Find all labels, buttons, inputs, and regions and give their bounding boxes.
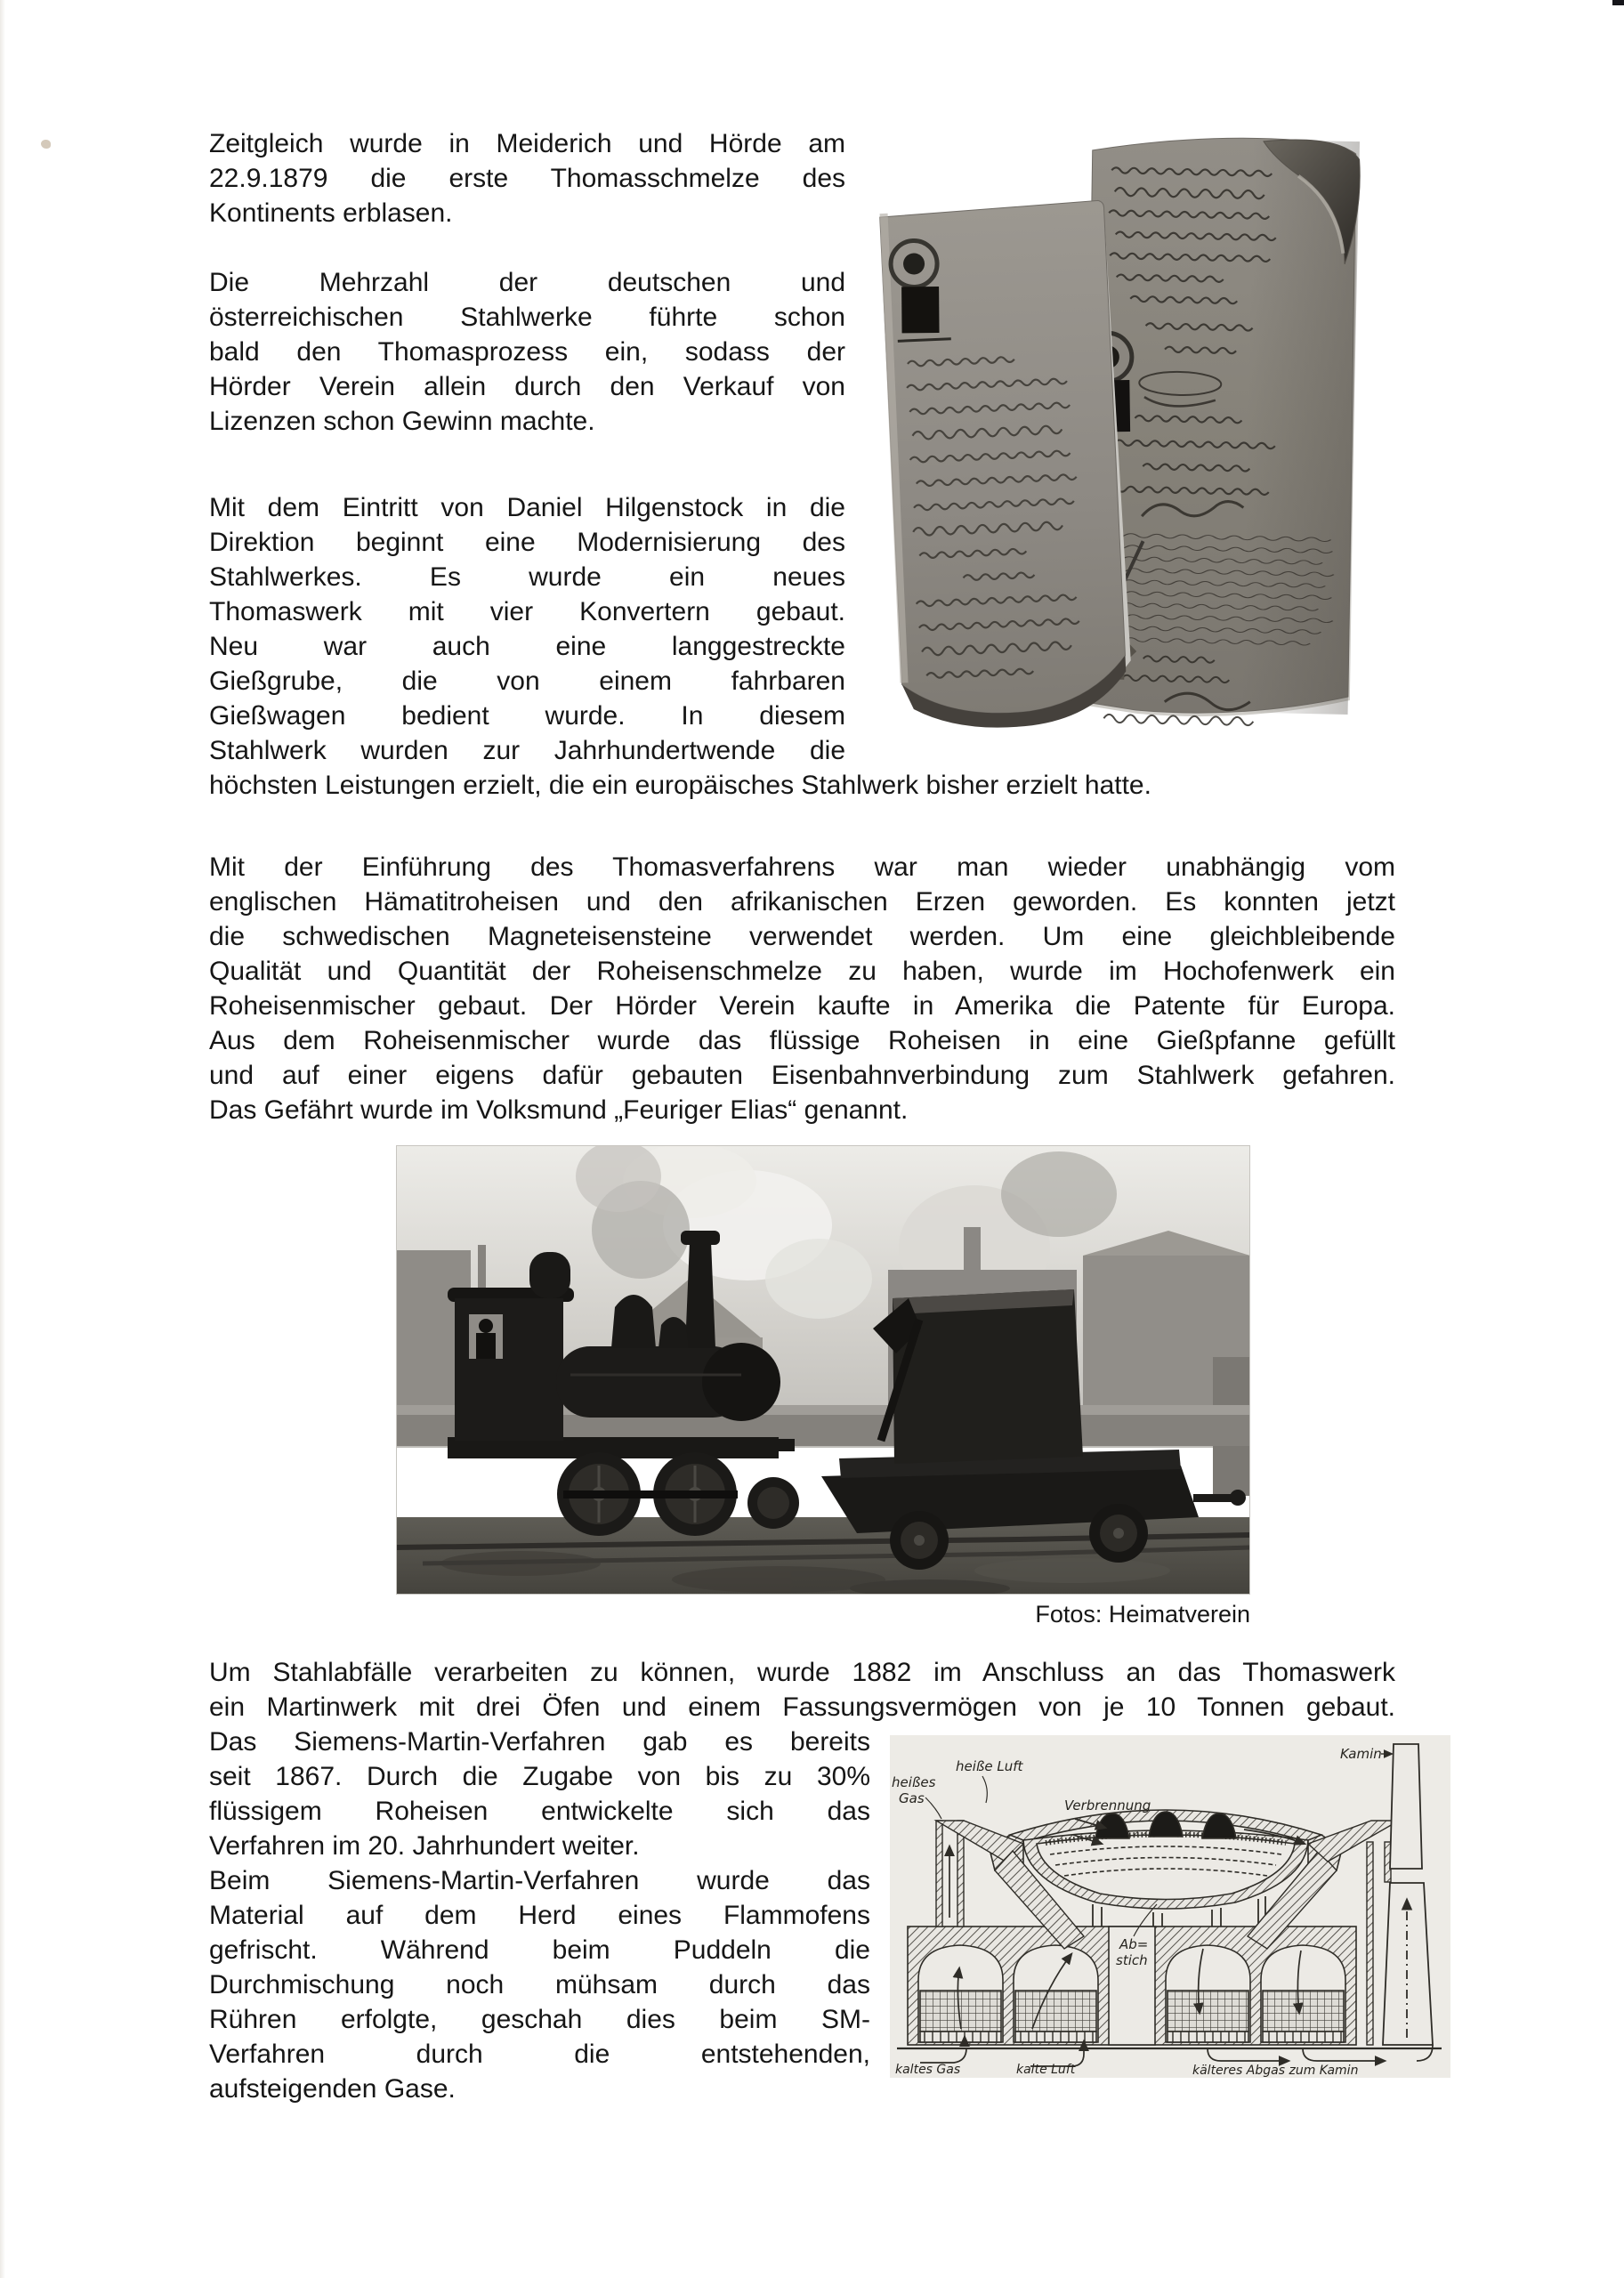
handwritten-contract-illustration <box>877 126 1375 740</box>
label-combustion: Verbrennung <box>1064 1797 1151 1814</box>
paragraph-martinwerk-intro: Um Stahlabfälle verarbeiten zu können, wurde 1882 im Anschluss an das Thomaswerk ein Martinwerk mit drei Öfen und einem Fassungsvermögen von je 10 Tonnen gebaut. <box>209 1658 1395 1722</box>
paragraph-thomasschmelze: Zeitgleich wurde in Meiderich und Hörde am 22.9.1879 die erste Thomasschmelze des Kontinents erblasen. <box>209 129 845 228</box>
siemens-martin-furnace-diagram <box>890 1735 1450 2078</box>
historic-document-photo <box>877 126 1395 749</box>
label-cold-air: kalte Luft <box>1016 2063 1076 2077</box>
furnace-cross-section-drawing <box>890 1735 1450 2078</box>
label-chimney: Kamin <box>1340 1746 1382 1762</box>
paragraph-hilgenstock: Mit dem Eintritt von Daniel Hilgenstock in die Direktion beginnt eine Modernisierung des Stahlwerkes. Es wurde ein neues Thomaswerk mit vier Konvertern gebaut. Neu war auch eine langgestreckte Gießgrube, die von einem fahrbaren Gießwagen bedient wurde. In diesem Stahlwerk wurden zur Jahrhundertwende die höchsten Leistungen erzielt, die ein europäisches Stahlwerk bisher erzielt hatte. <box>209 493 1151 800</box>
paragraph-mehrzahl: Die Mehrzahl der deutschen und österreichischen Stahlwerke führte schon bald den Thomasprozess ein, sodass der Hörder Verein allein durch den Verkauf von Lizenzen schon Gewinn machte. <box>209 268 845 436</box>
label-colder-exhaust: kälteres Abgas zum Kamin <box>1192 2064 1359 2078</box>
left-document-sheet <box>879 200 1133 732</box>
article-body <box>209 126 1395 2106</box>
locomotive-photo <box>396 1145 1250 1595</box>
paragraph-siemens-martin-2: Beim Siemens-Martin-Verfahren wurde das Material auf dem Herd eines Flammofens gefrischt. Während beim Puddeln die Durchmischung noch mühsam durch das Rühren erfolgte, geschah dies beim SM- Verfahren durch die entstehenden, aufsteigenden Gase. <box>209 1866 870 2104</box>
scan-edge-shadow <box>0 0 5 2278</box>
label-hot-air: heiße Luft <box>956 1758 1023 1774</box>
paragraph-siemens-martin-1: Das Siemens-Martin-Verfahren gab es bereits seit 1867. Durch die Zugabe von bis zu 30% flüssigem Roheisen entwickelte sich das Verfahren im 20. Jahrhundert weiter. <box>209 1727 870 1861</box>
label-hot-gas-1: heißes <box>892 1774 936 1790</box>
label-tap-1: Ab= <box>1119 1936 1149 1952</box>
photo-credit-caption: Fotos: Heimatverein <box>1035 1601 1250 1628</box>
label-tap-2: stich <box>1116 1952 1148 1968</box>
scan-speck <box>41 140 51 149</box>
label-cold-gas: kaltes Gas <box>895 2063 961 2077</box>
paragraph-thomasverfahren: Mit der Einführung des Thomasverfahrens war man wieder unabhängig vom englischen Hämatitroheisen und den afrikanischen Erzen geworden. Es konnten jetzt die schwedischen Magneteisensteine verwendet werden. Um eine gleichbleibende Qualität und Quantität der Roheisenschmelze zu haben, wurde im Hochofenwerk ein Roheisenmischer gebaut. Der Hörder Verein kaufte in Amerika die Patente für Europa. Aus dem Roheisenmischer wurde das flüssige Roheisen in eine Gießpfanne gefüllt und auf einer eigens dafür gebauten Eisenbahnverbindung zum Stahlwerk gefahren. Das Gefährt wurde im Volksmund „Feuriger Elias“ genannt. <box>209 852 1395 1125</box>
scan-corner-mark <box>1612 0 1624 5</box>
steam-locomotive-with-ladle-car <box>396 1145 1250 1595</box>
locomotive-wheels <box>557 1452 799 1536</box>
label-hot-gas-2: Gas <box>899 1790 925 1806</box>
